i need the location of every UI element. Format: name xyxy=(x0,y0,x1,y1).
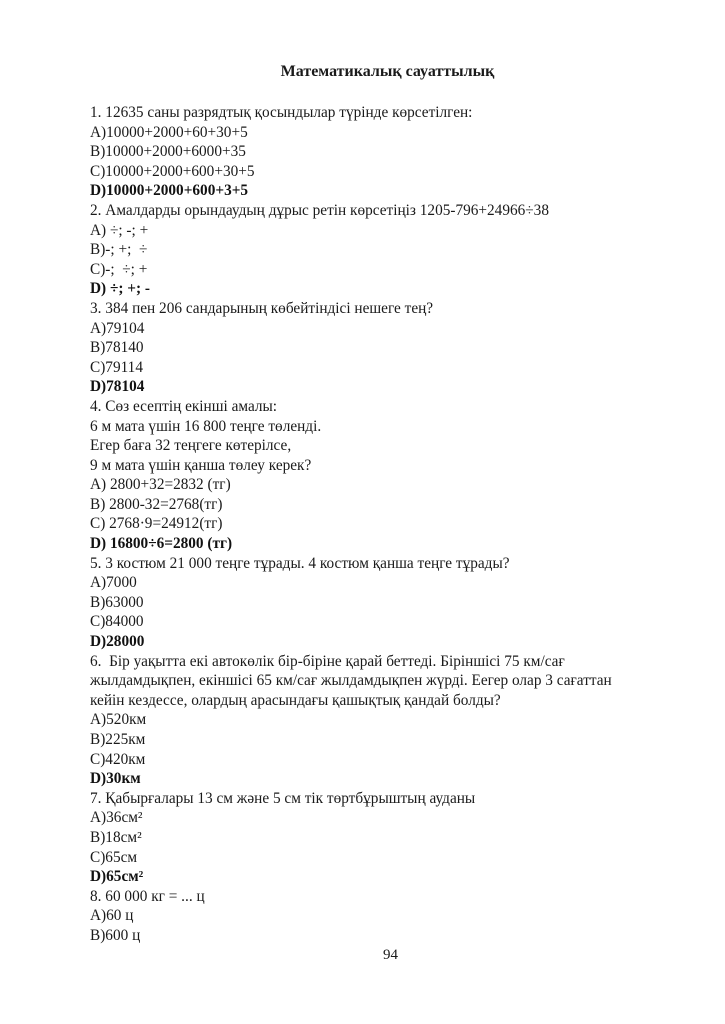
answer-option: A)36см² xyxy=(90,809,143,827)
question-4 xyxy=(90,397,690,554)
page-number: 94 xyxy=(383,947,398,963)
question-text: 5. 3 костюм 21 000 теңге тұрады. 4 костюм қанша теңге тұрады? xyxy=(90,554,510,572)
answer-option: B)18см² xyxy=(90,828,142,846)
question-text: 1. 12635 саны разрядтық қосындылар түрінде көрсетілген: xyxy=(90,104,473,121)
answer-option: D)65см² xyxy=(90,868,144,886)
question-text: 7. Қабырғалары 13 см және 5 см тік төртбұрыштың ауданы xyxy=(90,789,476,807)
question-6 xyxy=(90,652,690,789)
question-5 xyxy=(90,554,690,652)
answer-option: A)79104 xyxy=(90,319,145,337)
answer-option: A)7000 xyxy=(90,574,137,592)
answer-option: A)10000+2000+60+30+5 xyxy=(90,123,248,141)
answer-option: A) 2800+32=2832 (тг) xyxy=(90,476,231,494)
answer-option: C)-; ÷; + xyxy=(90,260,148,278)
answer-option: D)30км xyxy=(90,770,141,788)
question-1 xyxy=(90,103,690,201)
question-list xyxy=(90,103,690,946)
answer-option: C)10000+2000+600+30+5 xyxy=(90,162,255,180)
answer-option: B)225км xyxy=(90,731,146,748)
answer-option: A) ÷; -; + xyxy=(90,221,149,239)
question-text: жылдамдықпен, екіншісі 65 км/сағ жылдамдықпен жүрді. Еегер олар 3 сағаттан xyxy=(90,672,612,690)
answer-option: A)520км xyxy=(90,711,147,729)
answer-option: C) 2768·9=24912(тг) xyxy=(90,515,223,533)
question-8 xyxy=(90,887,690,946)
question-text: 3. 384 пен 206 сандарының көбейтіндісі нешеге тең? xyxy=(90,299,434,317)
answer-option: D)78104 xyxy=(90,378,145,396)
answer-option: D) ÷; +; - xyxy=(90,280,151,298)
question-text: 2. Амалдарды орындаудың дұрыс ретін көрсетіңіз 1205-796+24966÷38 xyxy=(90,201,549,219)
answer-option: B)10000+2000+6000+35 xyxy=(90,143,246,161)
question-3 xyxy=(90,299,690,397)
answer-option: B)63000 xyxy=(90,593,144,611)
answer-option: D)28000 xyxy=(90,633,145,651)
question-text: 6 м мата үшін 16 800 теңге төленді. xyxy=(90,417,322,435)
answer-option: B)600 ц xyxy=(90,926,141,944)
question-text: кейін кездессе, олардың арасындағы қашықтық қандай болды? xyxy=(90,691,501,709)
answer-option: C)65см xyxy=(90,848,138,866)
answer-option: A)60 ц xyxy=(90,907,134,925)
question-2 xyxy=(90,201,690,299)
question-text: 4. Сөз есептің екінші амалы: xyxy=(90,397,278,415)
answer-option: D) 16800÷6=2800 (тг) xyxy=(90,535,233,553)
answer-option: B) 2800-32=2768(тг) xyxy=(90,495,223,513)
answer-option: C)420км xyxy=(90,750,146,768)
answer-option: C)84000 xyxy=(90,613,144,631)
question-text: Егер баға 32 теңгеге көтерілсе, xyxy=(90,437,292,455)
question-text: 9 м мата үшін қанша төлеу керек? xyxy=(90,456,312,474)
answer-option: B)-; +; ÷ xyxy=(90,241,148,259)
page-title: Математикалық сауаттылық xyxy=(280,63,495,80)
question-text: 8. 60 000 кг = ... ц xyxy=(90,887,205,905)
question-text: 6. Бір уақытта екі автокөлік бір-біріне қарай беттеді. Біріншісі 75 км/сағ xyxy=(90,652,565,670)
question-7 xyxy=(90,789,690,887)
answer-option: D)10000+2000+600+3+5 xyxy=(90,182,249,200)
answer-option: B)78140 xyxy=(90,339,144,357)
answer-option: C)79114 xyxy=(90,358,143,376)
